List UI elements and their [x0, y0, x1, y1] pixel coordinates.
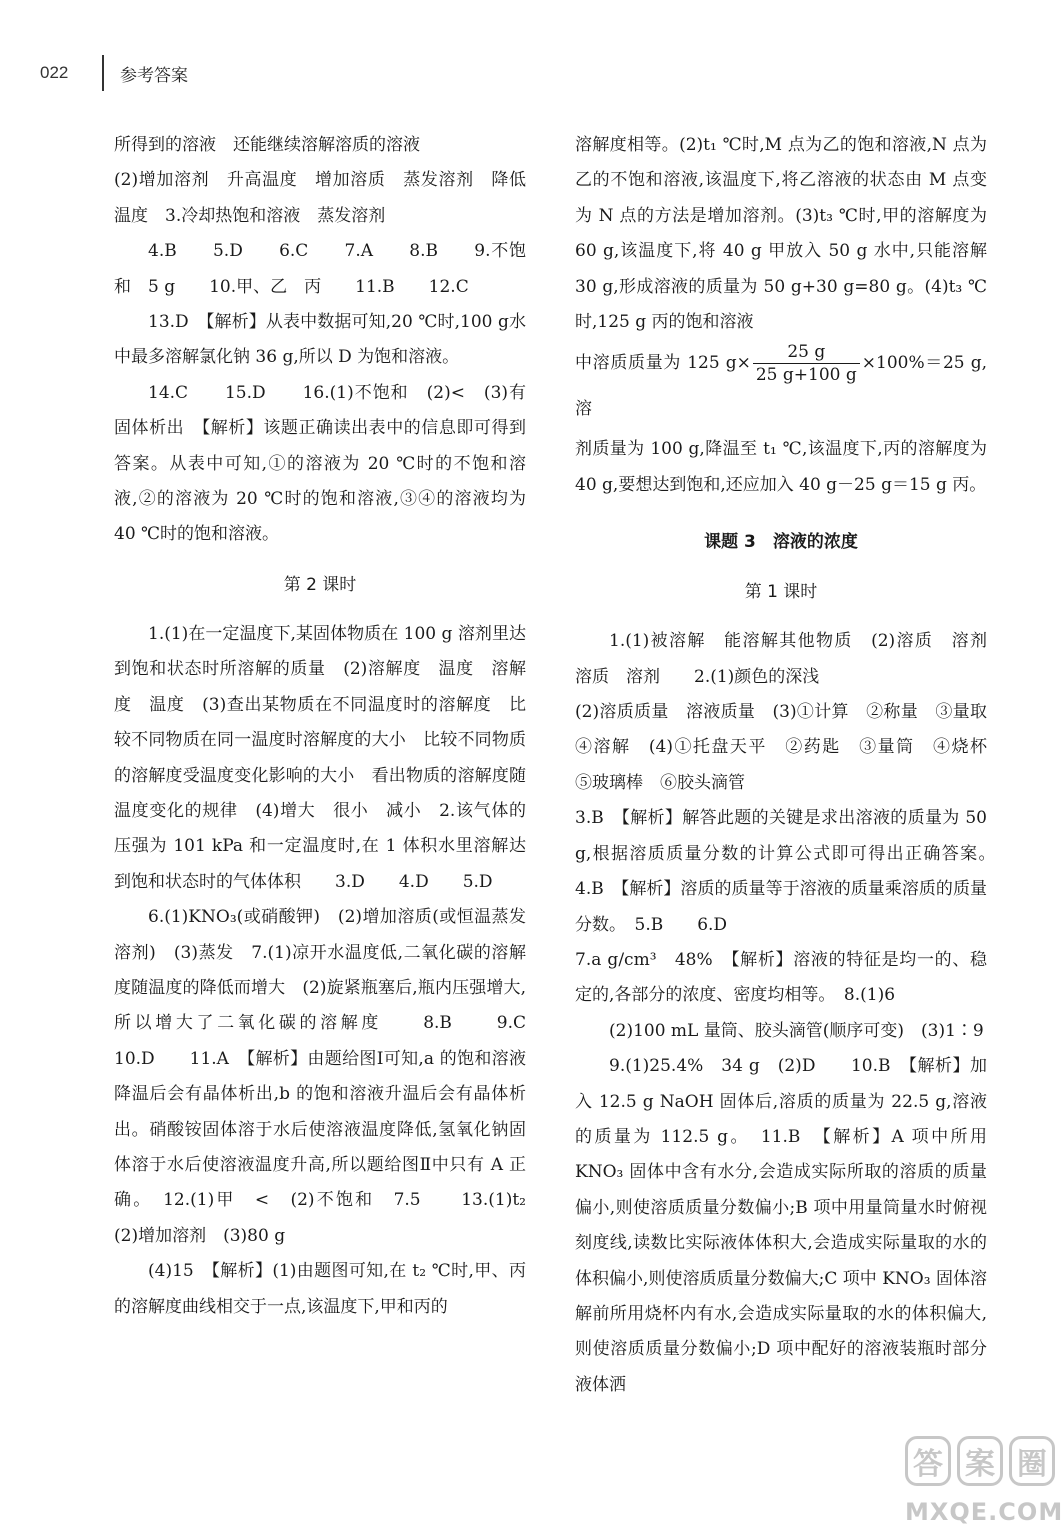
left-paragraph-4: 13.D 【解析】从表中数据可知,20 ℃时,100 g水中最多溶解氯化钠 36 g,所以 D 为饱和溶液。	[114, 312, 526, 368]
right-paragraph-2: 剂质量为 100 g,降温至 t₁ ℃,该温度下,丙的溶解度为 40 g,要想达到饱和,还应加入 40 g－25 g＝15 g 丙。	[575, 439, 987, 495]
right-paragraph-7: (2)100 mL 量筒、胶头滴管(顺序可变) (3)1∶9	[609, 1020, 984, 1041]
left-paragraph-2: (2)增加溶剂 升高温度 增加溶质 蒸发溶剂 降低温度 3.冷却热饱和溶液 蒸发溶剂	[114, 170, 526, 226]
left-paragraph-7: 6.(1)KNO₃(或硝酸钾) (2)增加溶质(或恒温蒸发溶剂) (3)蒸发 7.(1)凉开水温度低,二氧化碳的溶解度随温度的降低而增大 (2)旋紧瓶塞后,瓶内压强增大,所以增大了二氧化碳的溶解度 8.B 9.C 10.D 11.A 【解析】由题给图Ⅰ可知,a 的饱和溶液降温后会有晶体析出,b 的饱和溶液升温后会有晶体析出。硝酸铵固体溶于水后使溶液温度降低,氢氧化钠固体溶于水后使溶液温度升高,所以题给图Ⅱ中只有 A 正确。 12.(1)甲 < (2)不饱和 7.5 13.(1)t₂ (2)增加溶剂 (3)80 g	[114, 907, 560, 1246]
left-paragraph-3: 4.B 5.D 6.C 7.A 8.B 9.不饱和 5 g 10.甲、乙 丙 11.B 12.C	[114, 241, 526, 297]
lesson-1-title: 第 1 课时	[744, 582, 818, 603]
right-paragraph-3: 1.(1)被溶解 能溶解其他物质 (2)溶质 溶剂 溶质 溶剂 2.(1)颜色的深浅	[575, 631, 1004, 687]
formula-suffix: ×100%＝25 g,溶	[575, 353, 987, 420]
fraction-numerator: 25 g	[753, 343, 860, 364]
page-header	[40, 55, 188, 91]
watermark-chars	[905, 1436, 1055, 1492]
watermark-url: MXQE.COM	[905, 1498, 1063, 1526]
right-paragraph-4: (2)溶质质量 溶液质量 (3)①计算 ②称量 ③量取 ④溶解 (4)①托盘天平 ②药匙 ③量筒 ④烧杯 ⑤玻璃棒 ⑥胶头滴管	[575, 702, 1004, 793]
formula-line	[575, 340, 987, 432]
left-paragraph-5: 14.C 15.D 16.(1)不饱和 (2)< (3)有固体析出 【解析】该题正确读出表中的信息即可得到答案。从表中可知,①的溶液为 20 ℃时的不饱和溶液,②的溶液为 20 ℃时的饱和溶液,③④的溶液均为 40 ℃时的饱和溶液。	[114, 382, 526, 545]
right-paragraph-5: 3.B 【解析】解答此题的关键是求出溶液的质量为 50 g,根据溶质质量分数的计算公式即可得出正确答案。 4.B 【解析】溶质的质量等于溶液的质量乘溶质的质量分数。 5.B 6.D	[575, 808, 1004, 935]
watermark-char-3: 圈	[1009, 1436, 1055, 1486]
left-paragraph-8: (4)15 【解析】(1)由题图可知,在 t₂ ℃时,甲、丙的溶解度曲线相交于一点,该温度下,甲和丙的	[114, 1261, 526, 1317]
lesson-2-title: 第 2 课时	[283, 574, 357, 595]
right-paragraph-8: 9.(1)25.4% 34 g (2)D 10.B 【解析】加入 12.5 g NaOH 固体后,溶质的质量为 22.5 g,溶液的质量为 112.5 g。 11.B 【解析】A 项中所用 KNO₃ 固体中含有水分,会造成实际所取的溶质的质量偏小,则使溶质质量分数偏小;B 项中用量筒量水时俯视刻度线,读数比实际液体体积大,会造成实际量取的水的体积偏小,则使溶质质量分数偏大;C 项中 KNO₃ 固体溶解前所用烧杯内有水,会造成实际量取的水的体积偏大,则使溶质质量分数偏小;D 项中配好的溶液装瓶时部分液体洒	[575, 1056, 987, 1395]
header-title: 参考答案	[120, 65, 188, 86]
header-divider	[102, 55, 104, 91]
section-title: 课题 3 溶液的浓度	[704, 532, 858, 553]
page-number: 022	[40, 63, 69, 82]
watermark-char-2: 案	[957, 1436, 1003, 1486]
left-paragraph-6: 1.(1)在一定温度下,某固体物质在 100 g 溶剂里达到饱和状态时所溶解的质量 (2)溶解度 温度 溶解度 温度 (3)查出某物质在不同温度时的溶解度 比较不同物质在同一温度时溶解度的大小 比较不同物质的溶解度受温度变化影响的大小 看出物质的溶解度随温度变化的规律 (4)增大 很小 减小 2.该气体的压强为 101 kPa 和一定温度时,在 1 体积水里溶解达到饱和状态时的气体体积 3.D 4.D 5.D	[114, 623, 526, 892]
fraction-denominator: 25 g+100 g	[755, 365, 857, 386]
watermark-char-1: 答	[905, 1436, 951, 1486]
formula-fraction	[753, 343, 860, 384]
left-paragraph-1: 所得到的溶液 还能继续溶解溶质的溶液	[114, 135, 420, 155]
right-column	[575, 128, 1004, 1403]
formula-prefix: 中溶质质量为 125 g×	[575, 353, 751, 374]
left-column	[114, 128, 560, 1325]
right-paragraph-6: 7.a g/cm³ 48% 【解析】溶液的特征是均一的、稳定的,各部分的浓度、密度均相等。 8.(1)6	[575, 949, 987, 1006]
watermark-logo	[905, 1436, 1063, 1526]
right-paragraph-1: 溶解度相等。(2)t₁ ℃时,M 点为乙的饱和溶液,N 点为乙的不饱和溶液,该温度下,将乙溶液的状态由 M 点变为 N 点的方法是增加溶剂。(3)t₃ ℃时,甲的溶解度为 60 g,该温度下,将 40 g 甲放入 50 g 水中,只能溶解 30 g,形成溶液的质量为 50 g+30 g=80 g。(4)t₃ ℃时,125 g 丙的饱和溶液	[575, 135, 987, 333]
